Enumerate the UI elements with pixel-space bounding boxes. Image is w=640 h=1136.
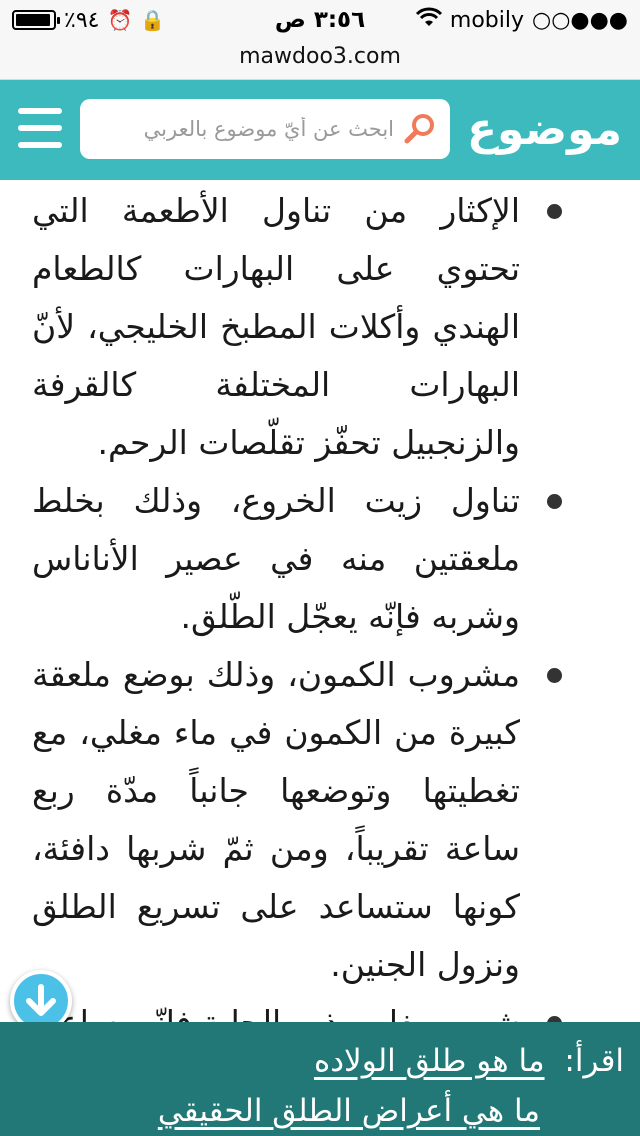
list-item-text: مشروب الكمون، وذلك بوضع ملعقة كبيرة من الكمون في ماء مغلي، مع تغطيتها وتوضعها جانباً مدّة ربع ساعة تقريباً، ومن ثمّ شربها دافئة، كونها ستساعد على تسريع الطلق ونزول الجنين. xyxy=(32,655,520,984)
list-item-text: تناول زيت الخروع، وذلك بخلط ملعقتين منه في عصير الأناناس وشربه فإنّه يعجّل الطّلق. xyxy=(32,481,520,636)
read-more-link[interactable]: ما هي أعراض الطلق الحقيقي xyxy=(157,1093,540,1129)
url-text[interactable]: mawdoo3.com xyxy=(239,44,401,69)
battery-fill xyxy=(16,14,50,26)
address-bar[interactable] xyxy=(0,40,640,80)
list-item xyxy=(0,646,640,994)
battery-icon xyxy=(12,10,56,30)
site-logo[interactable]: موضوع xyxy=(467,104,622,155)
search-box[interactable] xyxy=(80,99,450,159)
bullet-dot xyxy=(547,494,562,509)
arrow-down-icon xyxy=(22,982,60,1020)
signal-strength-icon: ○○●●● xyxy=(532,7,628,33)
list-item xyxy=(0,182,640,472)
list-item xyxy=(0,472,640,646)
battery-percent: ٪٩٤ xyxy=(64,7,100,33)
article-content xyxy=(0,180,640,1022)
list-item-text: الإكثار من تناول الأطعمة التي تحتوي على البهارات كالطعام الهندي وأكلات المطبخ الخليجي، لأنّ البهارات المختلفة كالقرفة والزنجبيل تحفّز تقلّصات الرحم. xyxy=(32,191,520,462)
menu-bar-middle xyxy=(18,125,62,131)
carrier-name: mobily xyxy=(449,7,525,33)
status-bar xyxy=(0,0,640,40)
bullet-list xyxy=(0,182,640,1052)
status-left xyxy=(12,8,165,33)
read-more-line-2 xyxy=(16,1086,624,1136)
bullet-dot xyxy=(547,668,562,683)
wifi-icon xyxy=(416,8,442,33)
site-header xyxy=(0,80,640,180)
status-right xyxy=(416,8,628,33)
menu-bar-top xyxy=(18,108,62,114)
read-more-bar xyxy=(0,1022,640,1136)
menu-bar-bottom xyxy=(18,142,62,148)
read-more-link[interactable]: ما هو طلق الولاده xyxy=(313,1043,545,1079)
menu-button[interactable] xyxy=(18,108,62,148)
rotation-lock-icon: 🔒 xyxy=(140,8,166,32)
bullet-dot xyxy=(547,204,562,219)
search-input[interactable] xyxy=(92,109,394,149)
status-time: ٣:٥٦ ص xyxy=(274,7,366,33)
read-more-prefix: اقرأ: xyxy=(564,1043,624,1079)
alarm-icon: ⏰ xyxy=(107,8,133,32)
search-icon[interactable] xyxy=(402,111,438,147)
read-more-line-1 xyxy=(16,1036,624,1086)
